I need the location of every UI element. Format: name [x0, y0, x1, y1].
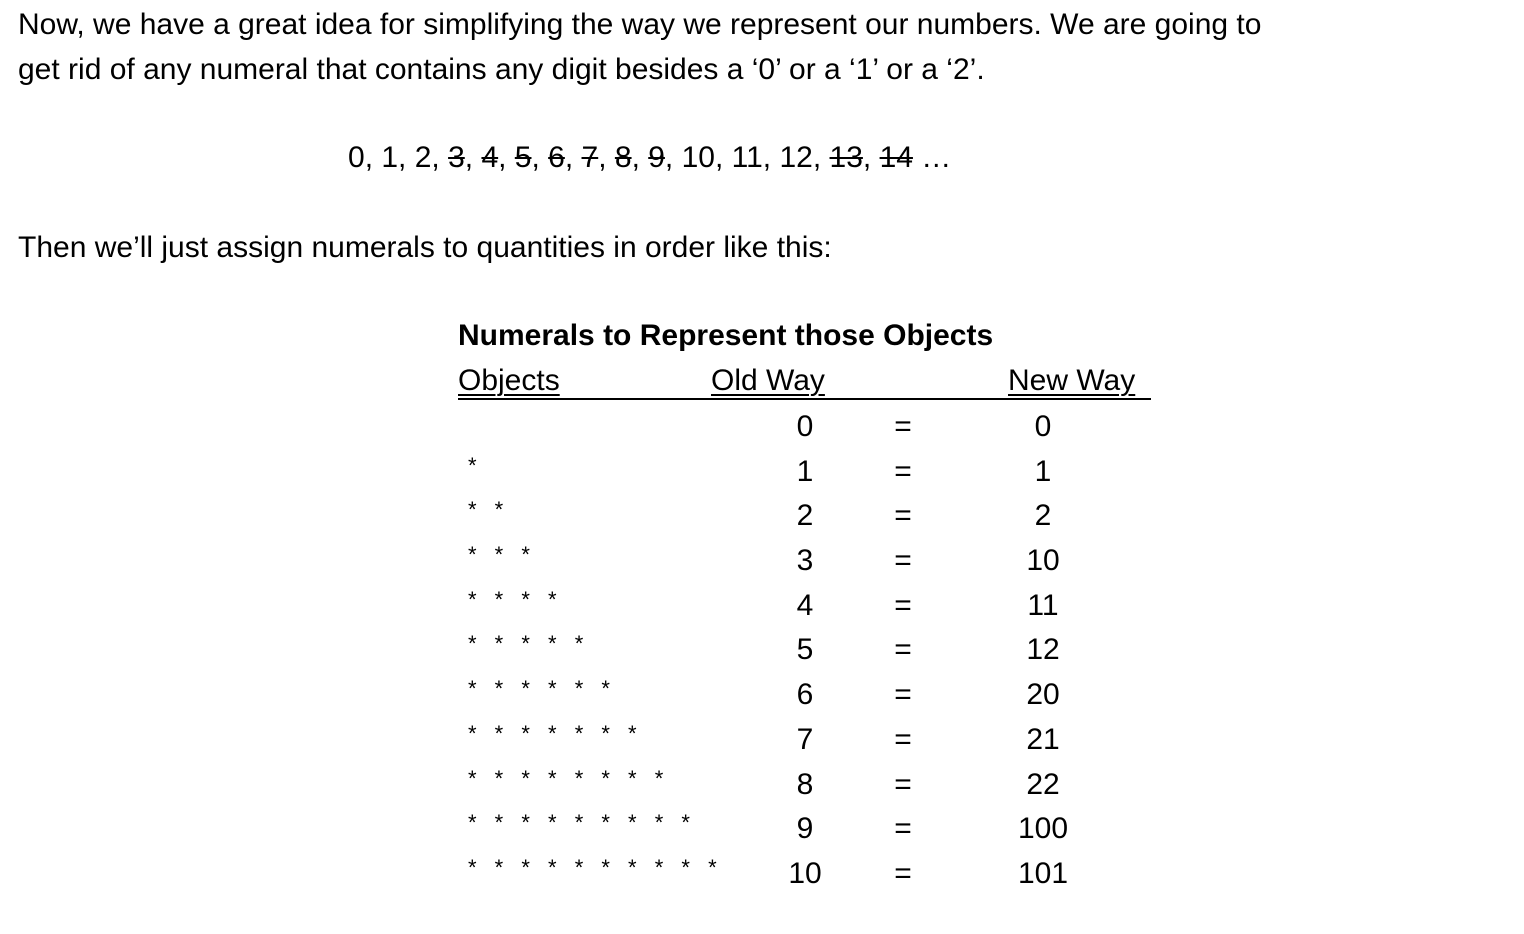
new-way-cell: 22 [1026, 767, 1060, 801]
separator: , [714, 141, 732, 174]
column-header-new-way: New Way [1008, 364, 1136, 397]
separator: , [762, 141, 780, 174]
intro-paragraph [18, 2, 1261, 92]
old-way-cell: 7 [796, 722, 814, 756]
new-way-cell: 1 [1034, 454, 1052, 488]
separator: , [631, 141, 649, 174]
crossed-out-numeral: 14 [879, 141, 913, 174]
old-way-cell: 4 [796, 588, 814, 622]
new-way-cell: 12 [1026, 633, 1060, 667]
old-way-cell: 3 [796, 544, 814, 578]
crossed-out-numeral: 13 [829, 141, 863, 174]
equals-cell: = [894, 722, 912, 756]
intro-line-1: Now, we have a great idea for simplifying the way we represent our numbers. We are going to [18, 8, 1262, 41]
table-row [458, 405, 1158, 450]
then-paragraph: Then we’ll just assign numerals to quantities in order like this: [18, 231, 832, 264]
old-way-cell: 10 [788, 856, 822, 890]
numeral: 2 [414, 141, 432, 174]
equals-cell: = [894, 588, 912, 622]
new-way-cell: 0 [1034, 410, 1052, 443]
separator: , [531, 141, 549, 174]
equals-cell: = [894, 499, 912, 533]
table-row [458, 852, 1158, 897]
separator: , [431, 141, 449, 174]
objects-cell: * * * * * * * * [468, 765, 670, 791]
column-header-old-way: Old Way [711, 364, 825, 397]
separator: , [664, 141, 682, 174]
new-way-cell: 11 [1027, 588, 1059, 622]
new-way-cell: 10 [1026, 544, 1060, 578]
new-way-cell: 20 [1026, 678, 1060, 712]
separator: , [812, 141, 830, 174]
objects-cell: * * * * * * * [468, 720, 643, 746]
separator: , [364, 141, 382, 174]
table-row [458, 450, 1158, 495]
objects-cell: * * * [468, 542, 536, 568]
numeral: 11 [731, 141, 763, 174]
new-way-cell: 2 [1034, 499, 1052, 533]
separator: , [398, 141, 415, 174]
old-way-cell: 5 [796, 633, 814, 667]
table-row [458, 539, 1158, 584]
numeral-table [458, 405, 1158, 897]
separator: , [598, 141, 615, 174]
intro-line-2: get rid of any numeral that contains any digit besides a ‘0’ or a ‘1’ or a ‘2’. [18, 53, 985, 86]
objects-cell: * * * * * * * * * * [468, 854, 723, 880]
old-way-cell: 8 [796, 767, 814, 801]
crossed-out-numeral: 3 [448, 141, 465, 174]
objects-cell: * * * * * [468, 631, 590, 657]
column-header-objects: Objects [458, 364, 560, 397]
equals-cell: = [894, 454, 912, 488]
old-way-cell: 9 [796, 812, 814, 846]
numeral: 12 [779, 141, 813, 174]
crossed-out-numeral: 9 [648, 141, 665, 174]
header-divider [458, 398, 1151, 400]
numeral: 1 [381, 141, 399, 174]
equals-cell: = [894, 812, 912, 846]
new-way-cell: 100 [1017, 812, 1069, 846]
objects-cell: * * * * * * * * * [468, 810, 696, 836]
equals-cell: = [894, 767, 912, 801]
separator: , [564, 141, 582, 174]
equals-cell: = [894, 544, 912, 578]
crossed-out-numeral: 4 [481, 141, 499, 174]
new-way-cell: 101 [1017, 856, 1069, 890]
new-way-cell: 21 [1026, 722, 1060, 756]
objects-cell: * * * * * * [468, 676, 616, 702]
old-way-cell: 2 [796, 499, 814, 533]
equals-cell: = [894, 633, 912, 667]
objects-cell: * * * * [468, 586, 563, 612]
old-way-cell: 6 [796, 678, 814, 712]
separator: , [498, 141, 515, 174]
crossed-out-numeral: 6 [548, 141, 565, 174]
separator: , [464, 141, 482, 174]
number-sequence [348, 135, 951, 180]
table-title: Numerals to Represent those Objects [458, 319, 994, 352]
numeral: 10 [681, 141, 715, 174]
crossed-out-numeral: 5 [514, 141, 532, 174]
ellipsis: … [912, 141, 952, 174]
equals-cell: = [894, 678, 912, 712]
crossed-out-numeral: 8 [614, 141, 632, 174]
objects-cell: * * [468, 497, 510, 523]
old-way-cell: 0 [796, 410, 814, 443]
separator: , [862, 141, 880, 174]
table-row [458, 494, 1158, 539]
numeral: 0 [348, 141, 365, 174]
old-way-cell: 1 [796, 454, 814, 488]
equals-cell: = [894, 410, 912, 443]
crossed-out-numeral: 7 [581, 141, 599, 174]
objects-cell: * [468, 452, 483, 478]
equals-cell: = [894, 856, 912, 890]
